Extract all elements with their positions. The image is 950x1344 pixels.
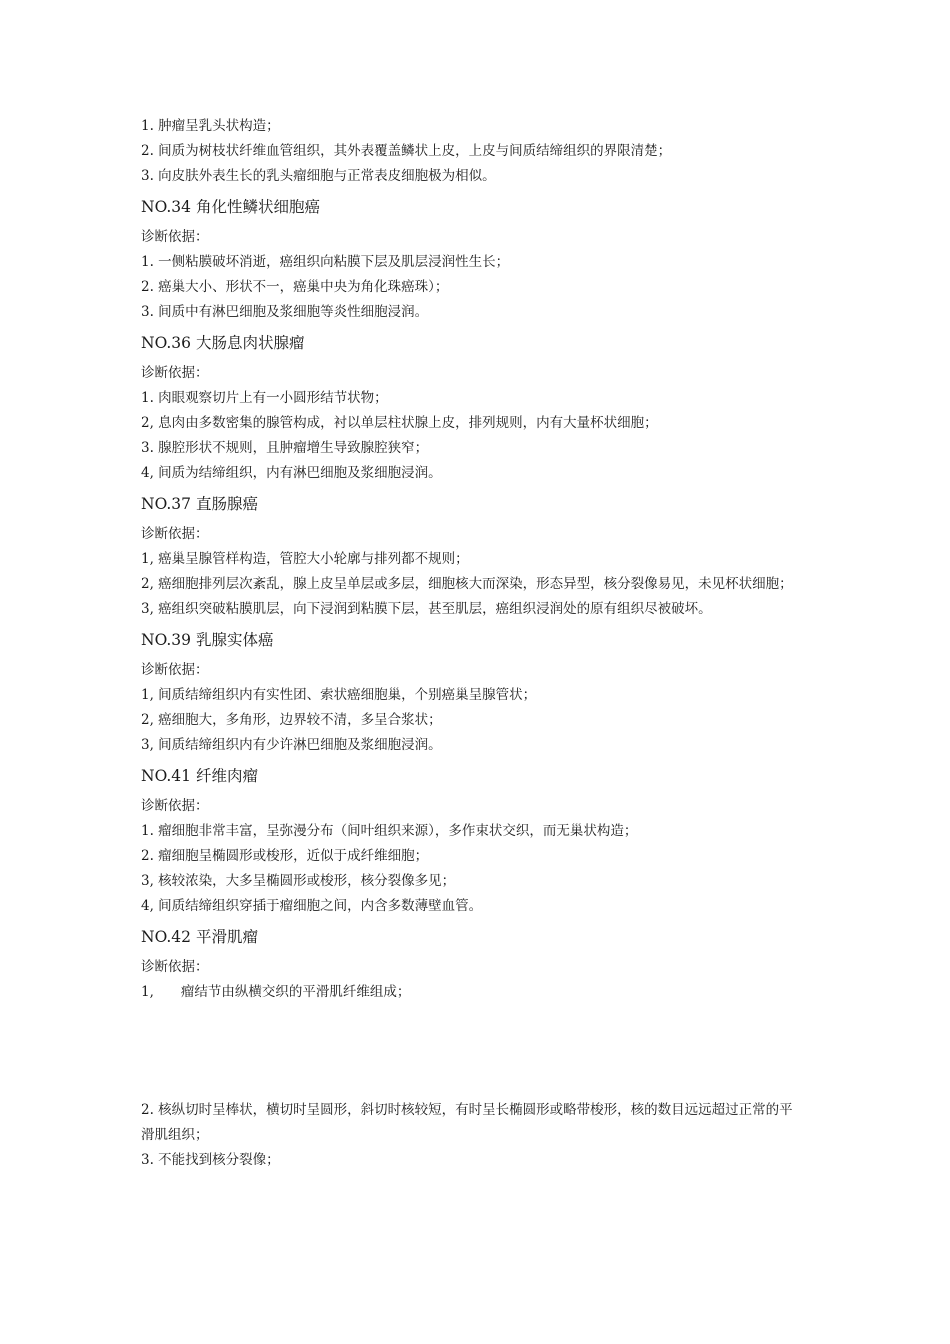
section-title: NO.42 平滑肌瘤 (141, 928, 258, 946)
section-no34 (141, 194, 806, 325)
document-body (141, 114, 806, 1173)
list-item: 1. 瘤细胞非常丰富，呈弥漫分布（间叶组织来源），多作束状交织，而无巢状构造； (141, 823, 638, 839)
list-item: 2, 癌细胞大，多角形，边界较不清，多呈合浆状； (141, 712, 442, 728)
section-title: NO.41 纤维肉瘤 (141, 767, 258, 785)
section-no39 (141, 627, 806, 758)
blank-gap (141, 1005, 806, 1098)
list-item: 2, 息肉由多数密集的腺管构成，衬以单层柱状腺上皮，排列规则，内有大量杯状细胞； (141, 415, 658, 431)
list-item: 1. 一侧粘膜破坏消逝，癌组织向粘膜下层及肌层浸润性生长； (141, 254, 510, 270)
section-title: NO.37 直肠腺癌 (141, 495, 258, 513)
list-item: 3, 癌组织突破粘膜肌层，向下浸润到粘膜下层，甚至肌层，癌组织浸润处的原有组织尽被破坏。 (141, 601, 712, 617)
diagnosis-label: 诊断依据： (141, 229, 209, 245)
list-item: 1. 肉眼观察切片上有一小圆形结节状物； (141, 390, 388, 406)
list-item: 2. 核纵切时呈棒状，横切时呈圆形，斜切时核较短，有时呈长椭圆形或略带梭形，核的数目远远超过正常的平滑肌组织； (141, 1102, 793, 1143)
item-number: 1, (141, 984, 154, 1000)
list-item: 3. 向皮肤外表生长的乳头瘤细胞与正常表皮细胞极为相似。 (141, 168, 496, 184)
list-item: 3. 间质中有淋巴细胞及浆细胞等炎性细胞浸润。 (141, 304, 429, 320)
list-item: 3, 间质结缔组织内有少许淋巴细胞及浆细胞浸润。 (141, 737, 442, 753)
diagnosis-label: 诊断依据： (141, 959, 209, 975)
list-item: 3, 核较浓染，大多呈椭圆形或梭形，核分裂像多见； (141, 873, 456, 889)
list-item: 2. 间质为树枝状纤维血管组织，其外表覆盖鳞状上皮，上皮与间质结缔组织的界限清楚； (141, 143, 672, 159)
section-no41 (141, 763, 806, 919)
list-item (141, 980, 806, 1005)
intro-list (141, 114, 806, 189)
list-item: 3. 不能找到核分裂像； (141, 1152, 280, 1168)
diagnosis-label: 诊断依据： (141, 365, 209, 381)
item-text: 瘤结节由纵横交织的平滑肌纤维组成； (180, 984, 411, 1000)
section-title: NO.36 大肠息肉状腺瘤 (141, 334, 305, 352)
diagnosis-label: 诊断依据： (141, 798, 209, 814)
section-no36 (141, 330, 806, 486)
section-no37 (141, 491, 806, 622)
list-item: 4, 间质为结缔组织，内有淋巴细胞及浆细胞浸润。 (141, 465, 442, 481)
list-item: 3. 腺腔形状不规则，且肿瘤增生导致腺腔狭窄； (141, 440, 429, 456)
list-item: 1, 癌巢呈腺管样构造，管腔大小轮廓与排列都不规则； (141, 551, 469, 567)
diagnosis-label: 诊断依据： (141, 526, 209, 542)
list-item: 1. 肿瘤呈乳头状构造； (141, 118, 280, 134)
section-no42 (141, 924, 806, 1173)
list-item: 2. 瘤细胞呈椭圆形或梭形，近似于成纤维细胞； (141, 848, 429, 864)
diagnosis-label: 诊断依据： (141, 662, 209, 678)
section-title: NO.39 乳腺实体癌 (141, 631, 274, 649)
list-item: 2. 癌巢大小、形状不一，癌巢中央为角化珠癌珠）； (141, 279, 449, 295)
list-item: 2, 癌细胞排列层次紊乱，腺上皮呈单层或多层，细胞核大而深染，形态异型，核分裂像易见，未见杯状细胞； (141, 576, 793, 592)
list-item: 4, 间质结缔组织穿插于瘤细胞之间，内含多数薄壁血管。 (141, 898, 483, 914)
section-title: NO.34 角化性鳞状细胞癌 (141, 198, 320, 216)
list-item: 1, 间质结缔组织内有实性团、索状癌细胞巢，个别癌巢呈腺管状； (141, 687, 537, 703)
